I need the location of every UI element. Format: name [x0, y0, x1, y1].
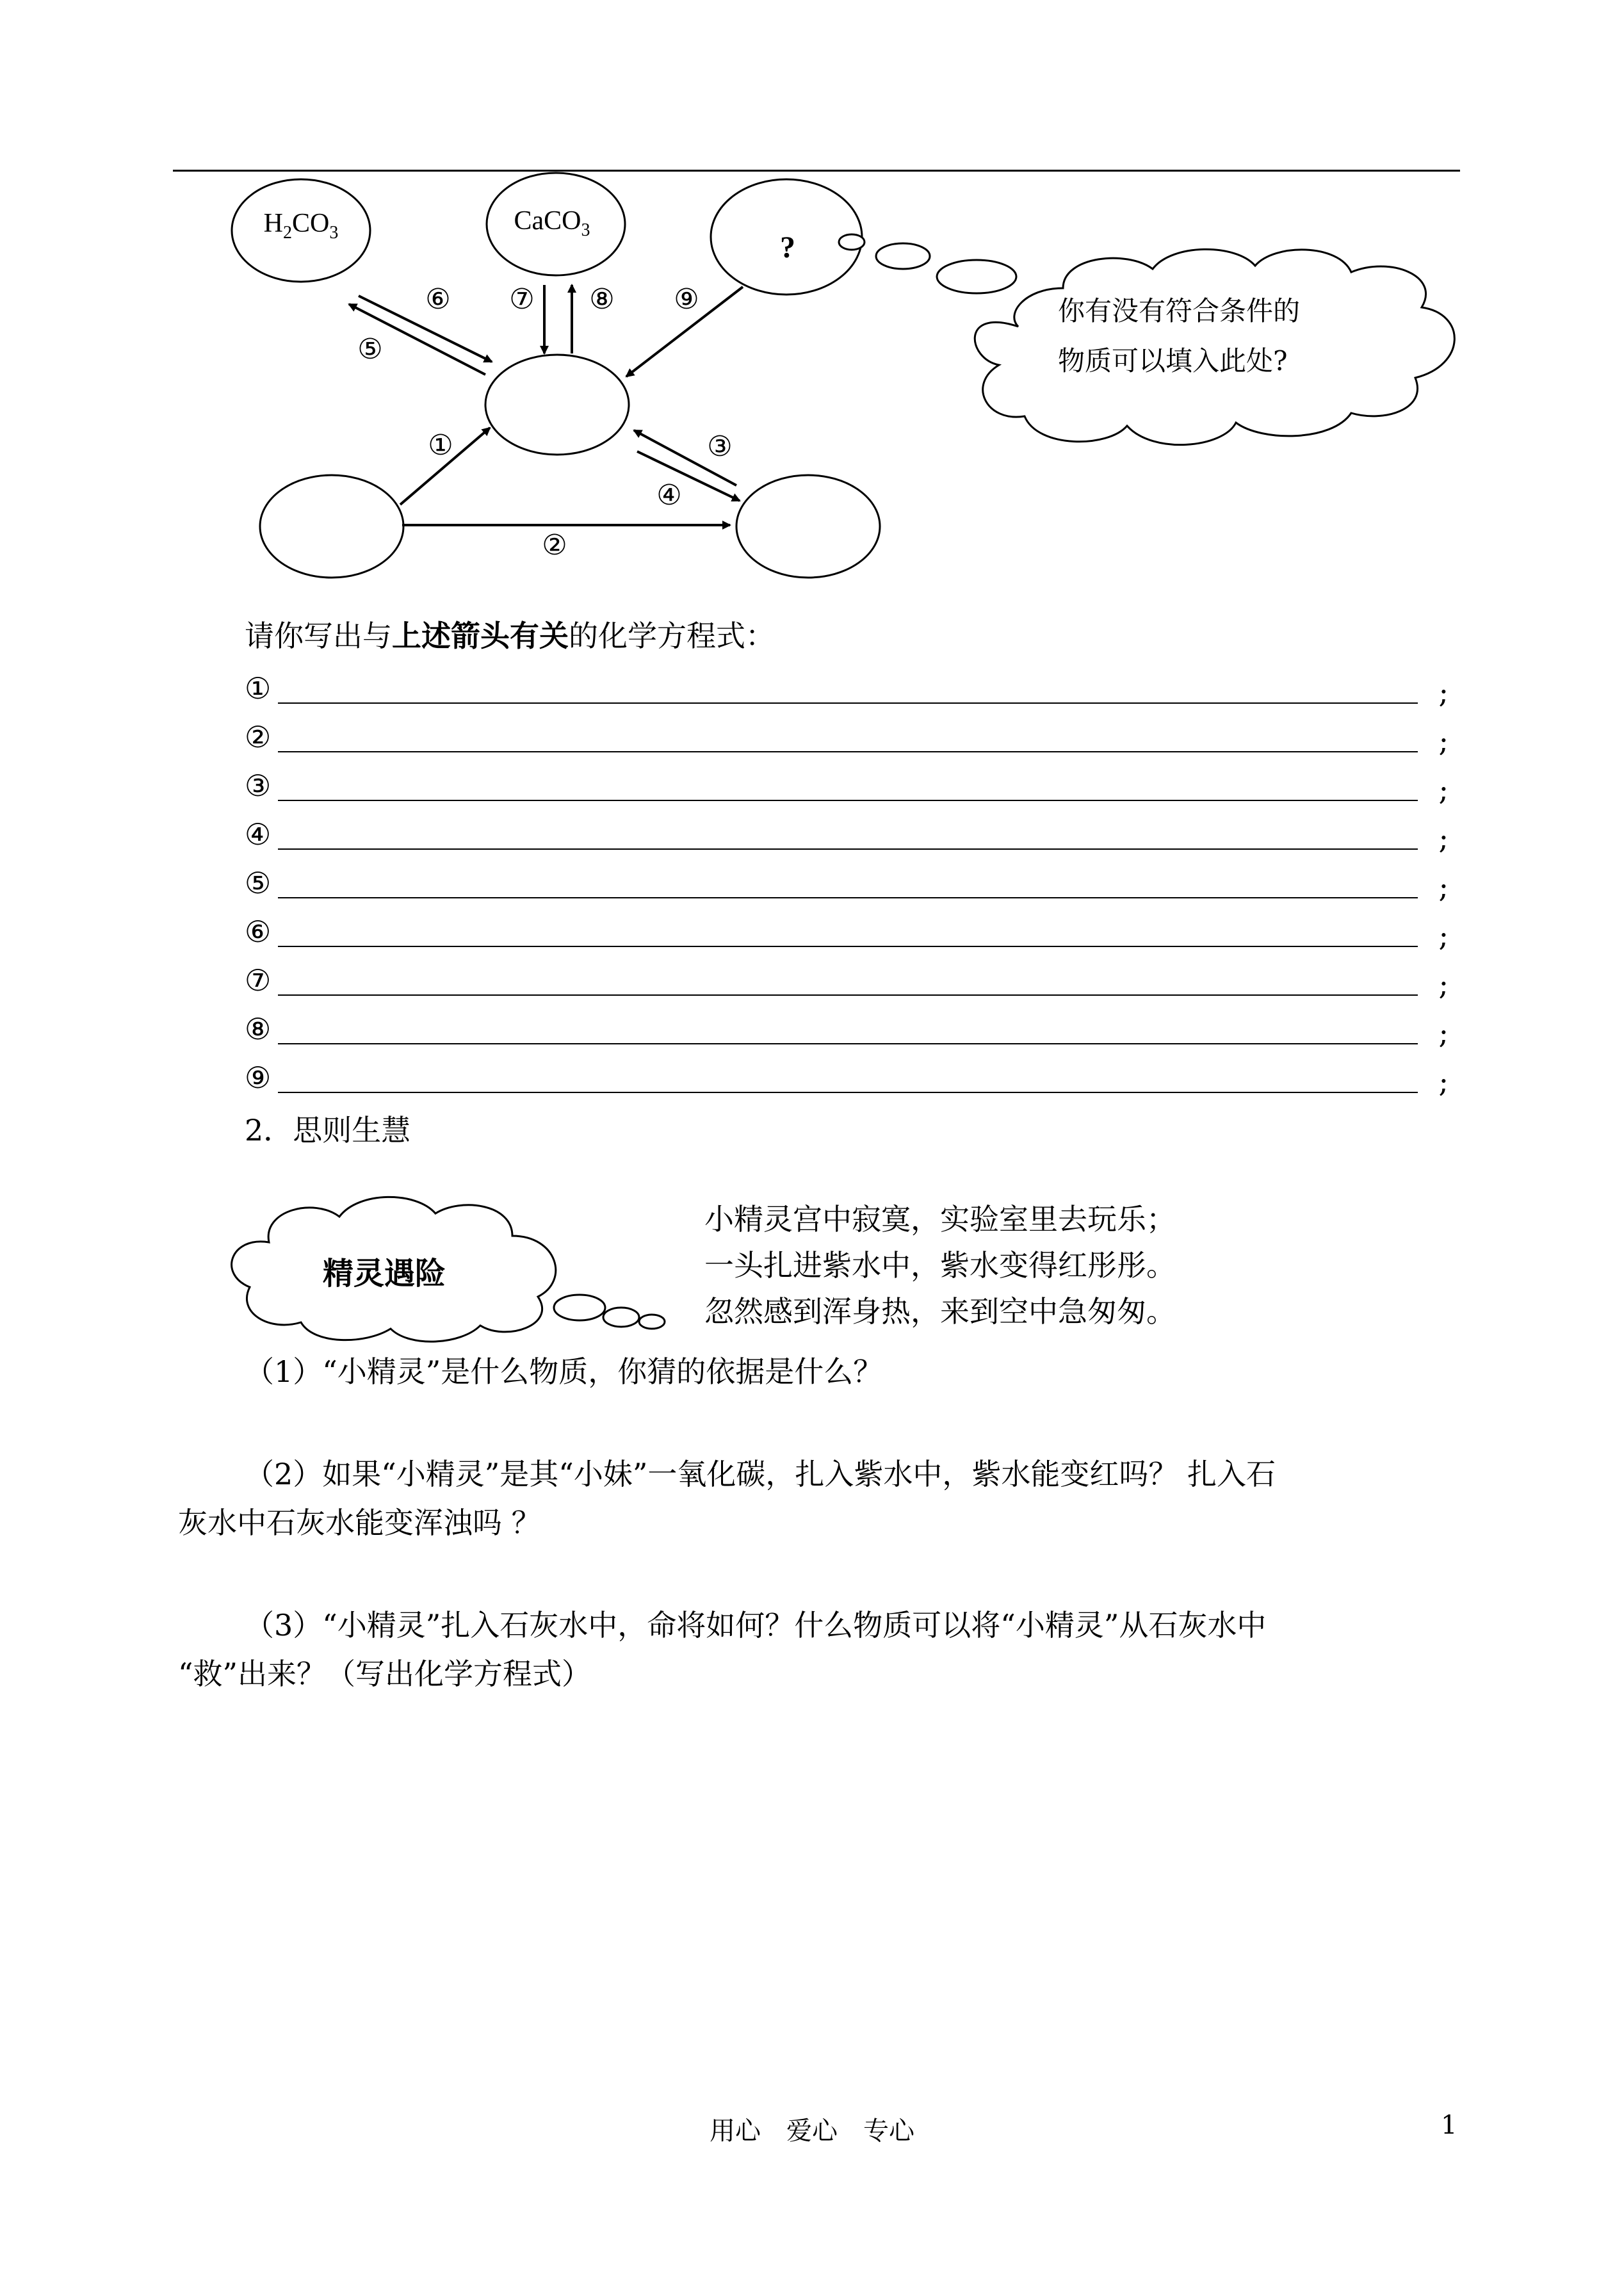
arrow-label-5: ⑤ [357, 333, 383, 366]
caco3-label: CaCO$_3$ [514, 206, 590, 240]
elf-cloud [224, 1185, 698, 1351]
instruction-prefix: 请你写出与 [245, 619, 392, 653]
arrow-label-7: ⑦ [509, 283, 535, 316]
answer-end: ; [1438, 918, 1449, 953]
instruction-bold: 上述箭头有关 [392, 619, 569, 653]
page-number: 1 [1441, 2111, 1458, 2140]
answer-line[interactable] [245, 766, 1449, 805]
node-left [260, 475, 403, 578]
answer-blank[interactable] [278, 946, 1418, 947]
reaction-diagram [0, 0, 1624, 640]
answer-blank[interactable] [278, 994, 1418, 996]
answer-number: ③ [245, 768, 272, 803]
footer-motto: 用心 爱心 专心 [710, 2116, 914, 2146]
cloud-bubble-large [554, 1295, 605, 1320]
answer-number: ⑨ [245, 1060, 272, 1095]
node-center [485, 355, 629, 455]
answer-number: ⑤ [245, 866, 272, 900]
unknown-label: ? [780, 231, 795, 264]
arrow-label-6: ⑥ [425, 283, 451, 316]
answer-number: ⑧ [245, 1012, 272, 1046]
section-title: 2．思则生慧 [245, 1113, 411, 1148]
answer-line[interactable] [245, 1058, 1449, 1097]
answer-number: ④ [245, 817, 272, 852]
answer-blank[interactable] [278, 751, 1418, 752]
answer-end: ; [1438, 772, 1449, 807]
arrow-label-1: ① [428, 429, 453, 462]
poem-line: 一头扎进紫水中，紫水变得红彤彤。 [704, 1248, 1176, 1283]
answer-line[interactable] [245, 718, 1449, 756]
poem-line: 忽然感到浑身热，来到空中急匆匆。 [704, 1294, 1176, 1329]
question-3-line1: （3）“小精灵”扎入石灰水中，命将如何？什么物质可以将“小精灵”从石灰水中 [245, 1608, 1267, 1642]
question-3-line2: “救”出来？（写出化学方程式） [178, 1657, 592, 1691]
instruction-suffix: 的化学方程式： [569, 619, 775, 653]
arrow-label-2: ② [542, 529, 567, 562]
arrow-label-9: ⑨ [674, 283, 699, 316]
instruction-text [245, 618, 775, 654]
answer-end: ; [1438, 967, 1449, 1002]
arrow-label-3: ③ [707, 430, 733, 463]
answer-end: ; [1438, 1016, 1449, 1050]
question-2-line2: 灰水中石灰水能变浑浊吗 ？ [178, 1505, 541, 1540]
connector-bubble-small [839, 234, 865, 250]
answer-end: ; [1438, 724, 1449, 758]
answer-number: ⑦ [245, 963, 272, 998]
question-2-line1: （2）如果“小精灵”是其“小妹”一氧化碳，扎入紫水中，紫水能变红吗？ 扎入石 [245, 1457, 1276, 1491]
h2co3-label: $H_2CO_3$ [263, 209, 339, 243]
answer-end: ; [1438, 675, 1449, 710]
answer-blank[interactable] [278, 702, 1418, 704]
arrow-label-4: ④ [656, 479, 682, 512]
cloud-label: 精灵遇险 [322, 1256, 446, 1292]
answer-line[interactable] [245, 864, 1449, 902]
answer-blank[interactable] [278, 848, 1418, 850]
answer-blank[interactable] [278, 800, 1418, 801]
answer-number: ⑥ [245, 914, 272, 949]
cloud-bubble-medium [603, 1308, 639, 1327]
poem [704, 1196, 1176, 1334]
answer-line[interactable] [245, 912, 1449, 951]
answer-end: ; [1438, 870, 1449, 904]
answer-line[interactable] [245, 669, 1449, 708]
connector-bubble-medium [876, 243, 930, 269]
arrow-label-8: ⑧ [589, 283, 615, 316]
answer-number: ① [245, 671, 272, 706]
connector-bubble-large [937, 260, 1016, 293]
poem-line: 小精灵宫中寂寞，实验室里去玩乐； [704, 1202, 1176, 1237]
answer-number: ② [245, 720, 272, 754]
answer-blank[interactable] [278, 1092, 1418, 1093]
thought-text-line1: 你有没有符合条件的 [1058, 295, 1301, 327]
answer-line[interactable] [245, 1010, 1449, 1048]
answer-line[interactable] [245, 815, 1449, 854]
answer-end: ; [1438, 821, 1449, 856]
thought-text-line2: 物质可以填入此处? [1058, 345, 1288, 377]
question-1: （1）“小精灵”是什么物质，你猜的依据是什么？ [245, 1354, 883, 1389]
answer-end: ; [1438, 1064, 1449, 1099]
node-right [736, 475, 880, 578]
answer-blank[interactable] [278, 897, 1418, 898]
answer-blank[interactable] [278, 1043, 1418, 1044]
cloud-bubble-small [639, 1315, 665, 1329]
answer-line[interactable] [245, 961, 1449, 1000]
